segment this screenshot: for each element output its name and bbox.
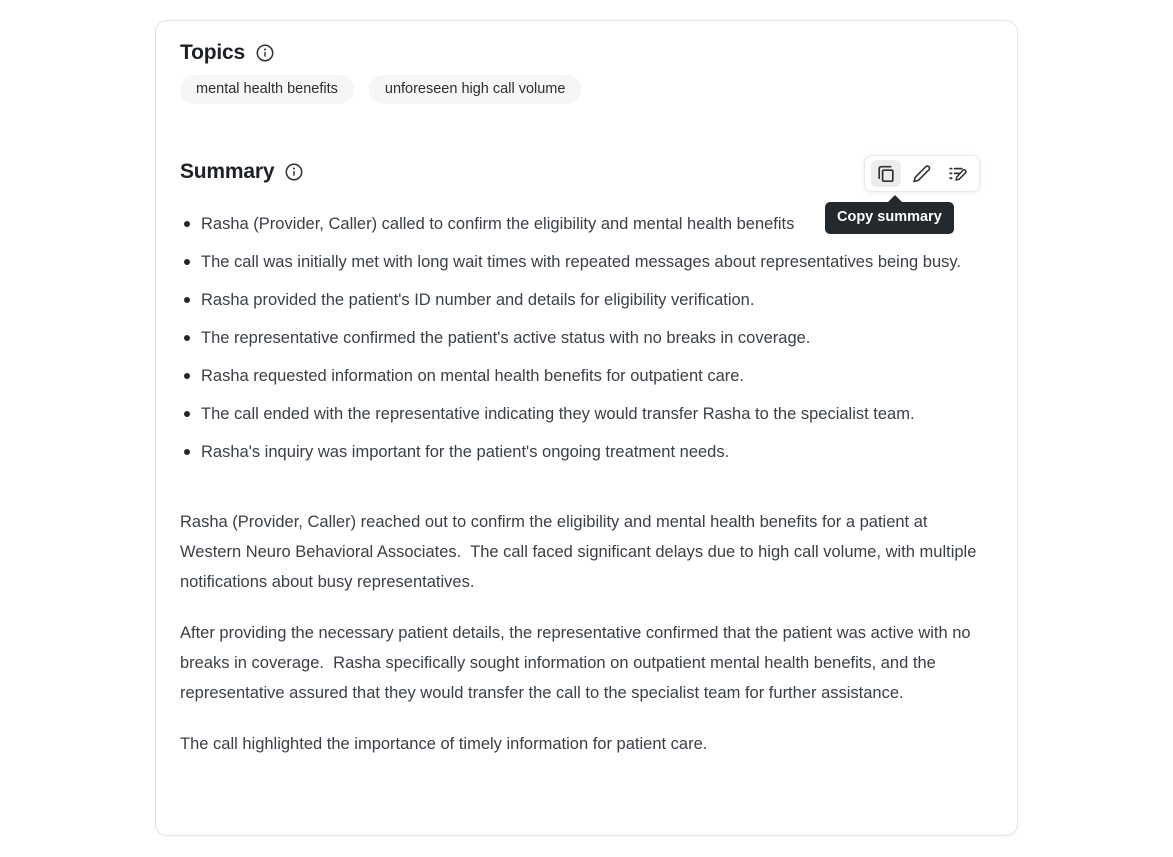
summary-paragraph: The call highlighted the importance of timely information for patient care. — [180, 735, 708, 753]
edit-list-icon — [946, 162, 970, 186]
summary-paragraph: Rasha (Provider, Caller) reached out to confirm the eligibility and mental health benefits for a patient at Western Neuro Behavioral Associates. The call faced significant delays due to high call volume, with multiple notifications about busy representatives. — [180, 513, 981, 591]
edit-summary-button[interactable] — [907, 160, 937, 187]
pencil-icon — [910, 162, 934, 186]
summary-toolbar — [864, 155, 980, 192]
topic-chip[interactable]: mental health benefits — [180, 75, 354, 104]
topics-header — [180, 41, 993, 65]
topic-chip[interactable]: unforeseen high call volume — [369, 75, 582, 104]
copy-icon — [874, 162, 898, 186]
copy-summary-button[interactable] — [871, 160, 901, 187]
summary-info-button[interactable] — [284, 162, 304, 182]
edit-list-button[interactable] — [943, 160, 973, 187]
summary-bullet: Rasha requested information on mental health benefits for outpatient care. — [180, 362, 980, 390]
call-summary-card — [155, 20, 1018, 836]
summary-paragraphs — [180, 507, 982, 759]
summary-bullet-list — [180, 210, 980, 466]
copy-summary-tooltip: Copy summary — [825, 202, 954, 234]
info-icon — [284, 162, 304, 182]
summary-bullet: The call was initially met with long wait times with repeated messages about representatives being busy. — [180, 248, 980, 276]
summary-section — [180, 160, 993, 759]
topics-title: Topics — [180, 41, 245, 64]
summary-paragraph: After providing the necessary patient details, the representative confirmed that the patient was active with no breaks in coverage. Rasha specifically sought information on outpatient mental health benefits, and the representative assured that they would transfer the call to the specialist team for further assistance. — [180, 624, 976, 702]
topic-chip-list — [180, 75, 993, 104]
summary-bullet: Rasha's inquiry was important for the patient's ongoing treatment needs. — [180, 438, 980, 466]
topics-section — [180, 41, 993, 104]
summary-bullet: The call ended with the representative indicating they would transfer Rasha to the specialist team. — [180, 400, 980, 428]
summary-bullet: Rasha (Provider, Caller) called to confirm the eligibility and mental health benefits — [180, 210, 980, 238]
summary-title: Summary — [180, 160, 275, 183]
info-icon — [255, 43, 275, 63]
summary-bullet: The representative confirmed the patient's active status with no breaks in coverage. — [180, 324, 980, 352]
topics-info-button[interactable] — [255, 43, 275, 63]
summary-bullet: Rasha provided the patient's ID number and details for eligibility verification. — [180, 286, 980, 314]
